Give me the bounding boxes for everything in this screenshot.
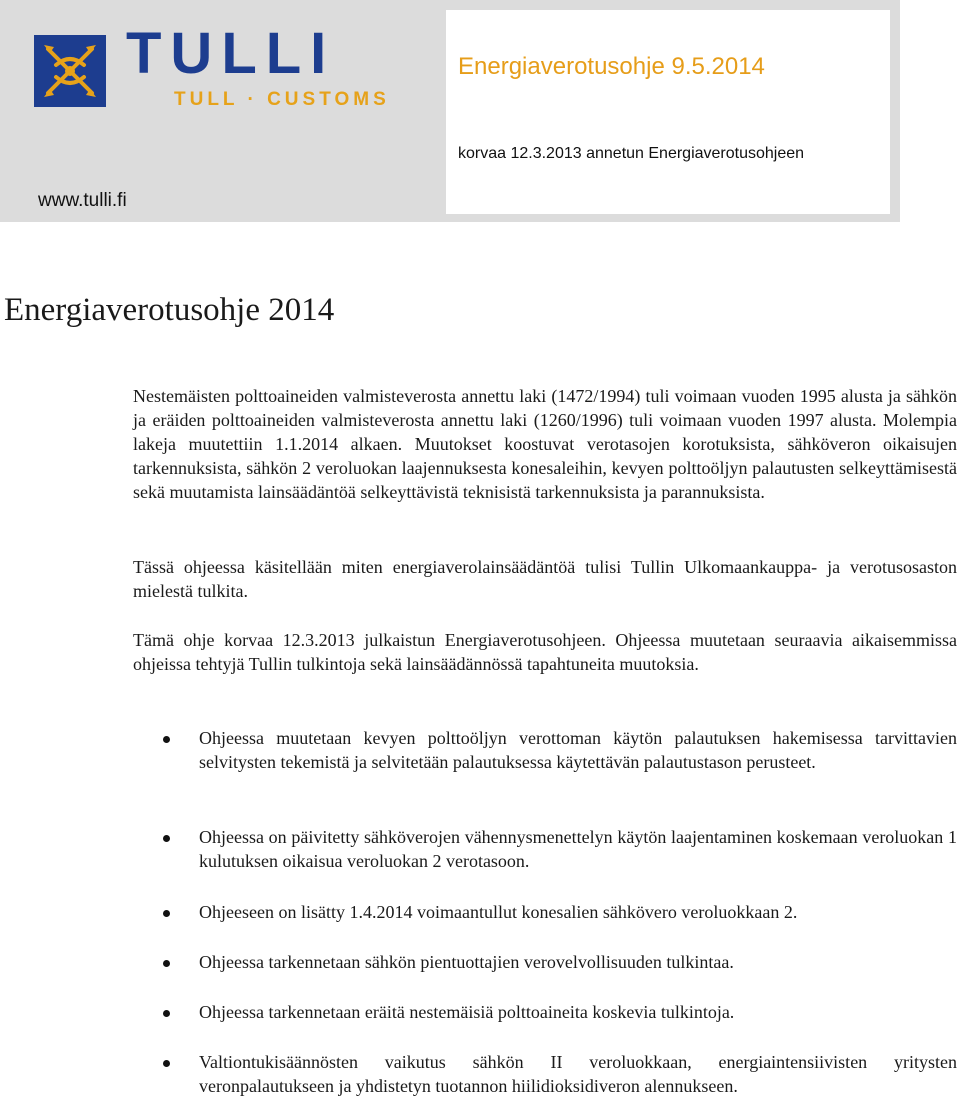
list-item [133, 950, 957, 974]
list-item [133, 1000, 957, 1024]
changes-paragraph: Tämä ohje korvaa 12.3.2013 julkaistun Energiaverotusohjeen. Ohjeessa muutetaan seuraavia aikaisemmissa ohjeissa tehtyjä Tullin tulkintoja sekä lainsäädännössä tapahtuneita muutoksia. [133, 630, 957, 674]
scope-paragraph: Tässä ohjeessa käsitellään miten energiaverolainsäädäntöä tulisi Tullin Ulkomaankauppa- ja verotusosaston mielestä tulkita. [133, 557, 957, 601]
bullet-icon [163, 1010, 170, 1017]
document-title: Energiaverotusohje 2014 [4, 292, 335, 328]
list-item-text: Ohjeeseen on lisätty 1.4.2014 voimaantullut konesalien sähkövero veroluokkaan 2. [199, 902, 798, 922]
list-item-text: Valtiontukisäännösten vaikutus sähkön II veroluokkaan, energiaintensiivisten yritysten veronpalautukseen ja yhdistetyn tuotannon hiilidioksidiveron alennukseen. [199, 1052, 957, 1096]
list-item-text: Ohjeessa tarkennetaan sähkön pientuottajien verovelvollisuuden tulkintaa. [199, 952, 734, 972]
bullet-icon [163, 1060, 170, 1067]
logo-subtitle: TULL · CUSTOMS [174, 89, 390, 110]
list-item-text: Ohjeessa tarkennetaan eräitä nestemäisiä polttoaineita koskevia tulkintoja. [199, 1002, 735, 1022]
list-item-text: Ohjeessa on päivitetty sähköverojen vähennysmenettelyn käytön laajentaminen koskemaan veroluokan 1 kulutuksen oikaisua veroluokan 2 verotasoon. [199, 827, 957, 871]
tulli-logo [34, 21, 414, 113]
bullet-icon [163, 736, 170, 743]
intro-paragraph: Nestemäisten polttoaineiden valmisteverosta annettu laki (1472/1994) tuli voimaan vuoden 1995 alusta ja sähkön ja eräiden polttoaineiden valmisteverosta annettu laki (1260/1996) tuli voimaan vuoden 1997 alusta. Molempia lakeja muutettiin 1.1.2014 alkaen. Muutokset koostuvat verotasojen korotuksista, sähköveron oikaisujen tarkennuksista, sähkön 2 veroluokan laajennuksesta konesaleihin, kevyen polttoöljyn palautusten selkeyttämisestä sekä muutamista lainsäädäntöä selkeyttävistä teknisistä tarkennuksista ja parannuksista. [133, 386, 957, 502]
header-replaces-note: korvaa 12.3.2013 annetun Energiaverotusohjeen [458, 145, 805, 162]
list-item [133, 726, 957, 774]
bullet-icon [163, 910, 170, 917]
list-item [133, 1050, 957, 1098]
website-link[interactable]: www.tulli.fi [38, 190, 127, 211]
header-title-panel [446, 10, 890, 214]
list-item-text: Ohjeessa muutetaan kevyen polttoöljyn verottoman käytön palautuksen hakemisessa tarvittavien selvitysten tekemistä ja selvitetään palautuksessa käytettävän palautustason perusteet. [199, 728, 957, 772]
list-item [133, 900, 957, 924]
bullet-icon [163, 960, 170, 967]
list-item [133, 825, 957, 873]
header-title: Energiaverotusohje 9.5.2014 [458, 53, 765, 80]
bullet-icon [163, 835, 170, 842]
customs-emblem-icon [34, 35, 106, 107]
logo-wordmark: TULLI [126, 21, 336, 86]
